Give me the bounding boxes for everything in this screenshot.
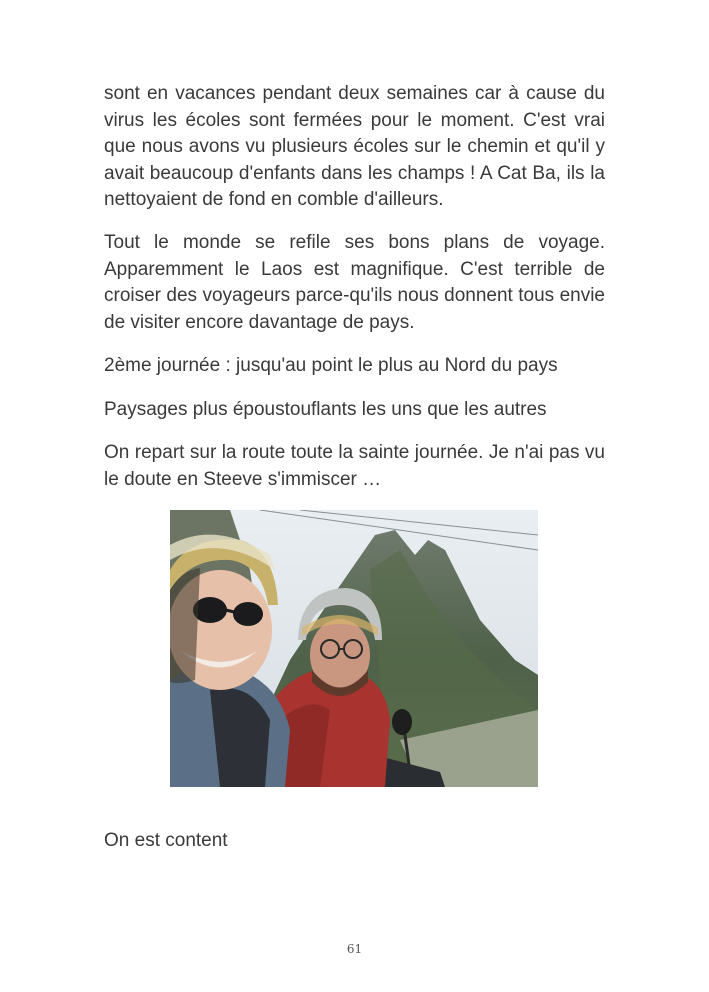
page-number: 61: [346, 942, 363, 956]
selfie-photo: [170, 510, 538, 787]
paragraph-2: Tout le monde se refile ses bons plans de voyage. Apparemment le Laos est magnifique. C'est terrible de croiser des voyageurs parce-qu'ils nous donnent tous envie de visiter encore davantage de pays.: [104, 232, 605, 333]
paragraph-road: On repart sur la route toute la sainte journée. Je n'ai pas vu le doute en Steeve s'immiscer …: [104, 442, 605, 490]
paragraph-heading-day-2: 2ème journée : jusqu'au point le plus au Nord du pays: [104, 355, 558, 376]
paragraph-landscapes: Paysages plus époustouflants les uns que les autres: [104, 399, 547, 420]
paragraph-1: sont en vacances pendant deux semaines car à cause du virus les écoles sont fermées pour le moment. C'est vrai que nous avons vu plusieurs écoles sur le chemin et qu'il y avait beaucoup d'enfants dans les champs ! A Cat Ba, ils la nettoyaient de fond en comble d'ailleurs.: [104, 83, 605, 210]
photo-caption: On est content: [104, 830, 228, 851]
